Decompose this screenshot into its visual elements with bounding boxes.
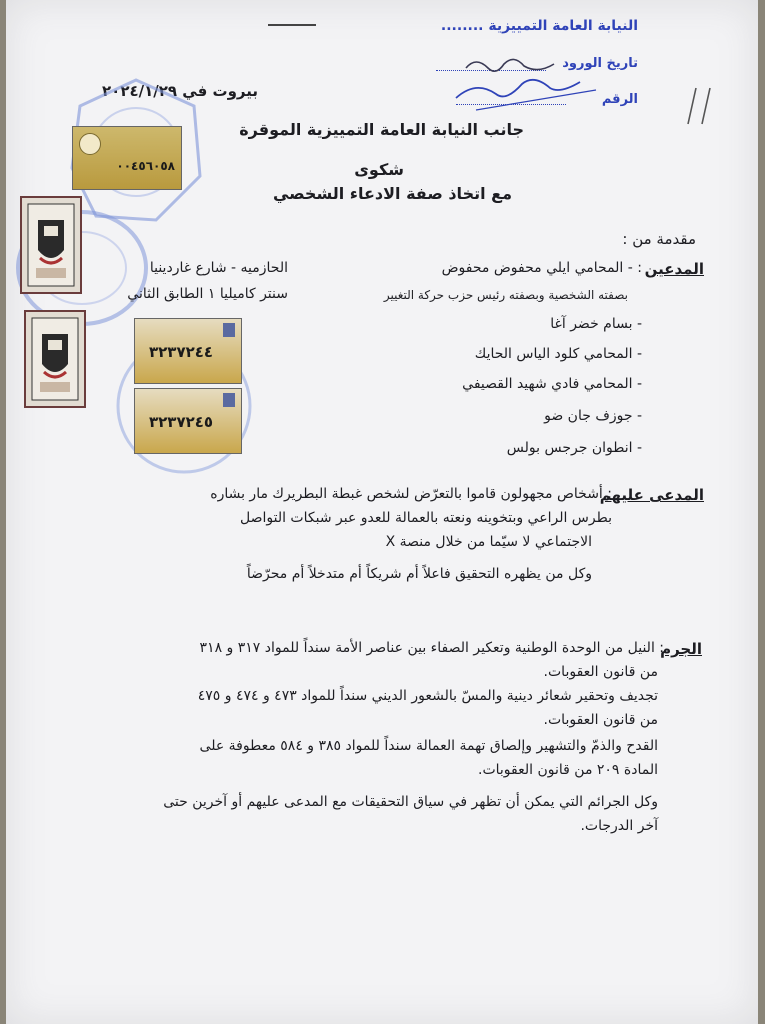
defendants-label: المدعى عليهم — [599, 486, 704, 504]
date-line: بيروت في ٢٠٢٤/١/٢٩ — [102, 82, 258, 100]
subject-subtitle: مع اتخاذ صفة الادعاء الشخصي — [272, 184, 512, 203]
fiscal-stamp-number-3: ٣٢٣٧٢٤٥ — [149, 413, 214, 431]
crime-label: الجرم — [660, 640, 702, 658]
complainant-main-detail: بصفته الشخصية وبصفته رئيس حزب حركة التغيير — [383, 288, 628, 302]
complainant-item: - المحامي كلود الياس الحايك — [474, 346, 642, 362]
coat-of-arms-icon — [26, 312, 84, 406]
intro-label: مقدمة من : — [622, 230, 696, 248]
crime-line: تجديف وتحقير شعائر دينية والمسّ بالشعور الديني سنداً للمواد ٤٧٣ و ٤٧٤ و ٤٧٥ — [197, 688, 658, 704]
header-stamp-office: النيابة العامة التمييزية ........ — [440, 18, 638, 34]
defendants-line: : أشخاص مجهولون قاموا بالتعرّض لشخص غبطة البطريرك مار بشاره — [210, 486, 612, 502]
complainant-item: - انطوان جرجس بولس — [506, 440, 642, 456]
crime-line: القدح والذمّ والتشهير وإلصاق تهمة العمالة سنداً للمواد ٣٨٥ و ٥٨٤ معطوفة على — [199, 738, 658, 754]
crime-line: وكل الجرائم التي يمكن أن تظهر في سياق التحقيقات مع المدعى عليهم أو آخرين حتى — [163, 794, 658, 810]
fiscal-stamp-emblem-icon — [79, 133, 101, 155]
complainant-item: - المحامي فادي شهيد القصيفي — [462, 376, 642, 392]
crime-line: من قانون العقوبات. — [543, 664, 658, 680]
complainant-main: : - المحامي ايلي محفوض محفوض — [441, 260, 642, 276]
top-dash-mark — [268, 24, 316, 26]
crime-line: المادة ٢٠٩ من قانون العقوبات. — [478, 762, 658, 778]
revenue-stamp-2 — [24, 310, 86, 408]
addressee-heading: جانب النيابة العامة التمييزية الموقرة — [239, 120, 524, 139]
fiscal-stamp-emblem-icon — [223, 323, 235, 337]
crime-line: من قانون العقوبات. — [543, 712, 658, 728]
defendants-line: الاجتماعي لا سيّما من خلال منصة X — [385, 534, 592, 550]
crime-line: : النيل من الوحدة الوطنية وتعكير الصفاء بين عناصر الأمة سنداً للمواد ٣١٧ و ٣١٨ — [199, 640, 664, 656]
fiscal-stamp-number-2: ٣٢٣٧٢٤٤ — [149, 343, 214, 361]
document-page — [6, 0, 758, 1024]
handwritten-signature — [446, 40, 616, 115]
revenue-stamp-1 — [20, 196, 82, 294]
fiscal-stamp-2 — [134, 318, 242, 384]
margin-slash-marks — [682, 84, 722, 128]
coat-of-arms-icon — [22, 198, 80, 292]
crime-line: آخر الدرجات. — [580, 818, 658, 834]
defendants-line: بطرس الراعي وبتخوينه ونعته بالعمالة للعدو عبر شبكات التواصل — [239, 510, 612, 526]
fiscal-stamp-number: ٠٠٤٥٦٠٥٨ — [116, 159, 175, 173]
fiscal-stamp-1 — [72, 126, 182, 190]
complainant-address-1: الحازميه - شارع غاردينيا — [149, 260, 288, 276]
subject-title: شكوى — [354, 160, 404, 179]
header-stamp-number-label: الرقم — [601, 92, 638, 107]
fiscal-stamp-emblem-icon — [223, 393, 235, 407]
complainant-address-2: سنتر كاميليا ١ الطابق الثاني — [127, 286, 288, 302]
header-stamp-arrival-label: تاريخ الورود — [562, 56, 638, 71]
complainant-item: - جوزف جان ضو — [544, 408, 642, 424]
defendants-extra: وكل من يظهره التحقيق فاعلاً أم شريكاً أم متدخلاً أم محرّضاً — [246, 566, 592, 582]
complainants-label: المدعين — [644, 260, 704, 278]
fiscal-stamp-3 — [134, 388, 242, 454]
complainant-item: - بسام خضر آغا — [550, 316, 642, 332]
